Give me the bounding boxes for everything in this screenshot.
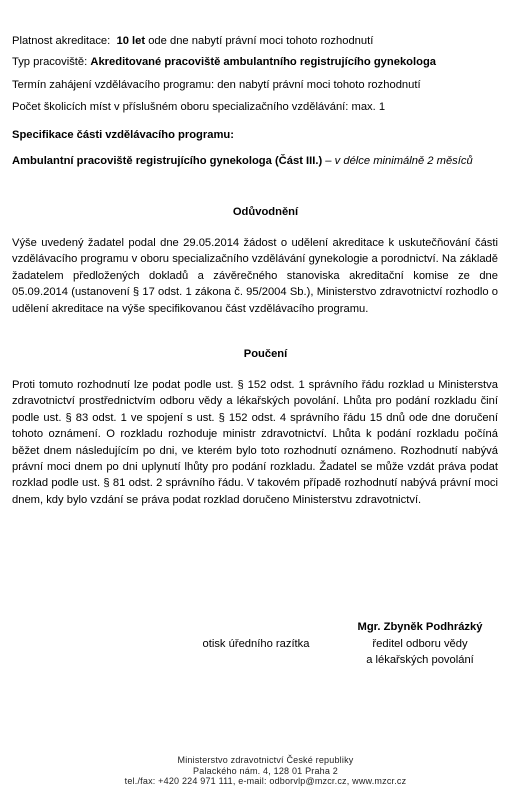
instruction-text: Proti tomuto rozhodnutí lze podat podle ust. § 152 odst. 1 správního řádu rozklad u Ministerstva zdravotnictví prostřednictvím odboru vědy a lékařských povolání. Lhůta pro podání rozkladu činí podle ust. § 83 odst. 1 ve spojení s ust. § 152 odst. 4 správního řádu 15 dnů ode dne doručení tohoto oznámení. O rozkladu rozhoduje ministr zdravotnictví. Lhůta k podání rozkladu počíná běžet dnem následujícím po dni, ve kterém bylo toto rozhodnutí oznámeno. Rozhodnutí nabývá právní moci dnem po dni uplynutí lhůty pro podání rozkladu. Žadatel se může vzdát práva podat rozklad podle ust. § 81 odst. 2 správního řádu. V takovém případě rozhodnutí nabývá právní moci dnem, kdy bylo vzdání se práva podat rozklad doručeno Ministerstvu zdravotnictví.: [12, 379, 498, 506]
footer-address: Palackého nám. 4, 128 01 Praha 2: [193, 765, 338, 776]
specification-item: [12, 154, 473, 168]
validity-rest: ode dne nabytí právní moci tohoto rozhodnutí: [148, 35, 374, 47]
signatory-name: Mgr. Zbyněk Podhrázký: [357, 621, 483, 633]
footer: [0, 755, 531, 787]
signature-block: [335, 619, 505, 669]
type-label: Typ pracoviště:: [12, 56, 88, 68]
justification-title: Odůvodnění: [232, 206, 299, 218]
capacity-line: Počet školicích míst v příslušném oboru specializačního vzdělávání: max. 1: [12, 101, 386, 113]
instruction-title: Poučení: [243, 348, 288, 360]
type-value: Akreditované pracoviště ambulantního registrujícího gynekologa: [90, 56, 437, 68]
validity-label: Platnost akreditace:: [12, 35, 111, 47]
justification-text: Výše uvedený žadatel podal dne 29.05.2014 žádost o udělení akreditace k uskutečňování části vzdělávacího programu v oboru specializačního vzdělávání gynekologie a porodnictví. Na základě žadatelem předložených dokladů a závěrečného stanoviska akreditační komise ze dne 05.09.2014 (ustanovení § 17 odst. 1 zákona č. 95/2004 Sb.), Ministerstvo zdravotnictví rozhodlo o udělení akreditace na výše specifikovanou část vzdělávacího programu.: [12, 237, 498, 315]
signatory-role-2: a lékařských povolání: [366, 654, 474, 666]
footer-contact: tel./fax: +420 224 971 111, e-mail: odborvlp@mzcr.cz, www.mzcr.cz: [124, 776, 407, 786]
specification-item-name: Ambulantní pracoviště registrujícího gynekologa (Část III.): [12, 155, 323, 167]
start-date-line: Termín zahájení vzdělávacího programu: den nabytí právní moci tohoto rozhodnutí: [12, 79, 421, 91]
workplace-type-line: [12, 55, 436, 69]
validity-value: 10 let: [116, 35, 146, 47]
specification-item-duration: v délce minimálně 2 měsíců: [334, 155, 473, 167]
footer-ministry: Ministerstvo zdravotnictví České republiky: [177, 755, 354, 765]
stamp-label: otisk úředního razítka: [202, 638, 310, 650]
specification-item-dash: –: [322, 155, 335, 167]
validity-line: [12, 34, 373, 48]
specification-heading: Specifikace části vzdělávacího programu:: [12, 129, 234, 141]
signatory-role-1: ředitel odboru vědy: [372, 637, 468, 650]
